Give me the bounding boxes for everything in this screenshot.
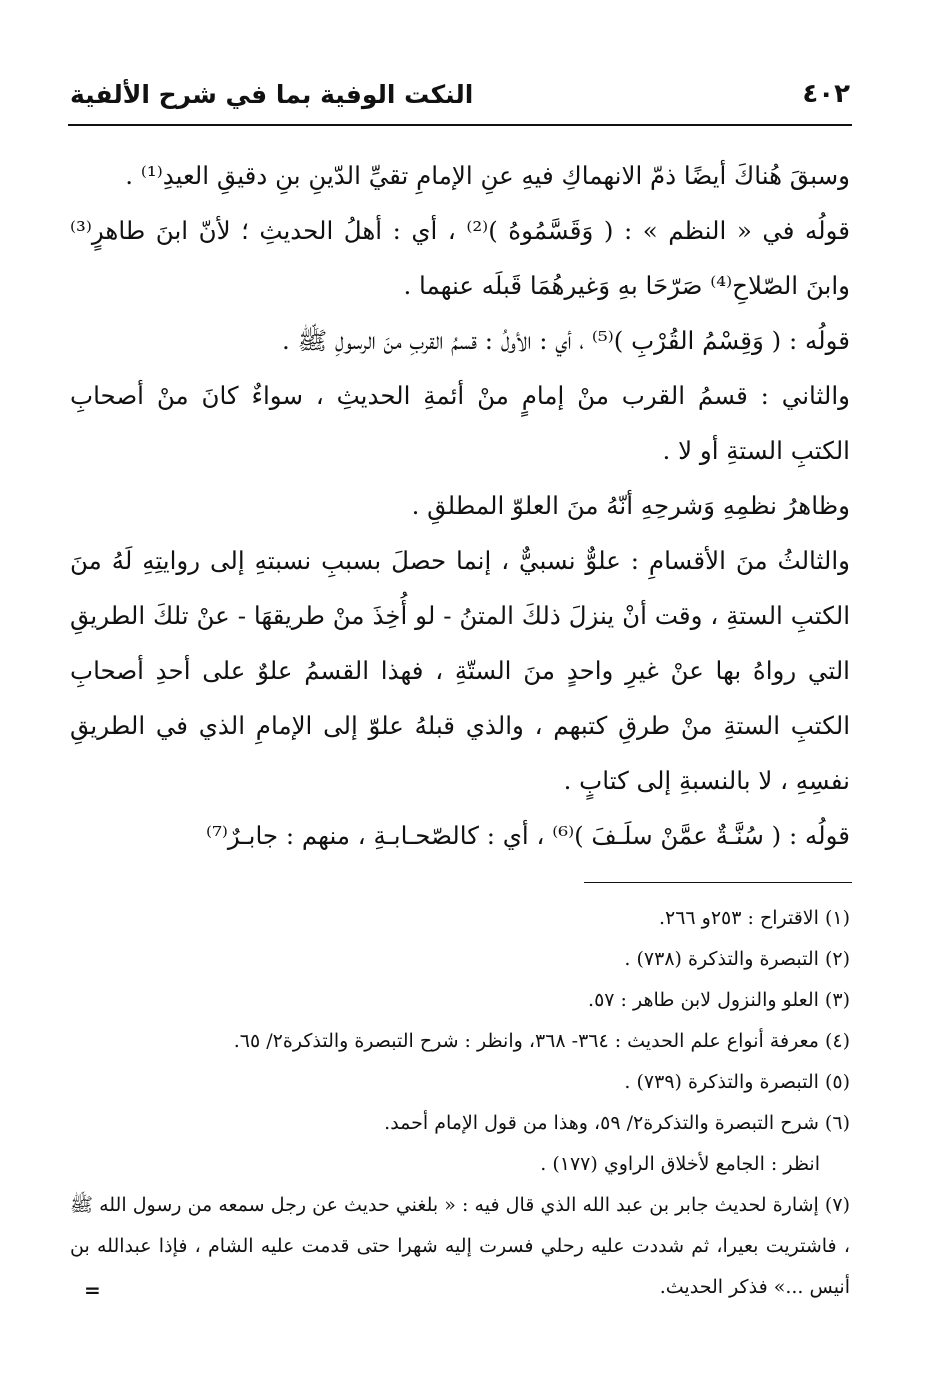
footnote: (٥) التبصرة والتذكرة (٧٣٩) .: [624, 1071, 850, 1093]
footnote-separator: [584, 882, 852, 883]
page-header: [70, 70, 850, 118]
paragraph: والثالثُ منَ الأقسامِ : علوٌّ نسبيٌّ ، إنما حصلَ بسببِ نسبتهِ إلى روايتِهِ لَهُ منَ الكتبِ الستةِ ، وقت أنْ ينزلَ ذلكَ المتنُ - لو أُخِذَ منْ طريقهَا - عنْ تلكَ الطريقِ التي رواهُ بها عنْ غيرِ واحدٍ منَ الستّةِ ، فهذا القسمُ علوٌ على أحدِ أصحابِ الكتبِ الستةِ منْ طرقِ كتبهم ، والذي قبلهُ علوّ إلى الإمامِ الذي في الطريقِ نفسِهِ ، لا بالنسبةِ إلى كتابٍ .: [70, 546, 850, 795]
paragraph: وسبقَ هُناكَ أيضًا ذمّ الانهماكِ فيهِ عنِ الإمامِ تقيِّ الدّينِ بنِ دقيقِ العيدِ⁽¹⁾ .: [125, 161, 850, 190]
footnote: (٤) معرفة أنواع علم الحديث : ٣٦٤- ٣٦٨، وانظر : شرح التبصرة والتذكرة٢/ ٦٥.: [233, 1030, 850, 1052]
footnote: (١) الاقتراح : ٢٥٣و ٢٦٦.: [658, 907, 850, 929]
footnote: (٦) شرح التبصرة والتذكرة٢/ ٥٩، وهذا من قول الإمام أحمد.: [384, 1112, 850, 1134]
running-title: النكت الوفية بما في شرح الألفية: [70, 79, 474, 109]
paragraph: قولُه في « النظم » : ( وَقَسَّمُوهُ )⁽²⁾ ، أي : أهلُ الحديثِ ؛ لأنّ ابنَ طاهرٍ⁽³⁾ وابنَ الصّلاحِ⁽⁴⁾ صَرّحَا بهِ وَغيرهُمَا قَبلَه عنهما .: [70, 216, 850, 300]
header-rule: [68, 124, 852, 126]
footnote: (٢) التبصرة والتذكرة (٧٣٨) .: [624, 948, 850, 970]
page-number: ٤٠٢: [802, 79, 850, 109]
paragraph: قولُه : ( وَقِسْمُ القُرْبِ )⁽⁵⁾ ، أي : الأولُ : قسمُ القربِ منَ الرسولِ ﷺ .: [282, 326, 850, 355]
footnote: (٧) إشارة لحديث جابر بن عبد الله الذي قال فيه : « بلغني حديث عن رجل سمعه من رسول الله ﷺ ، فاشتريت بعيرا، ثم شددت عليه رحلي فسرت إليه شهرا حتى قدمت عليه الشام ، فإذا عبدالله بن أنيس ...» فذكر الحديث.: [70, 1194, 850, 1298]
continuation-mark: =: [84, 1278, 101, 1302]
footnote: (٣) العلو والنزول لابن طاهر : ٥٧.: [588, 989, 850, 1011]
footnotes: [70, 898, 850, 1308]
paragraph: وظاهرُ نظمِهِ وَشرحِهِ أنّهُ منَ العلوّ المطلقِ .: [411, 491, 850, 520]
footnote-continuation: انظر : الجامع لأخلاق الراوي (١٧٧) .: [540, 1153, 820, 1175]
paragraph: والثاني : قسمُ القرب منْ إمامٍ منْ أئمةِ الحديثِ ، سواءٌ كانَ منْ أصحابِ الكتبِ الستةِ أو لا .: [70, 381, 850, 465]
paragraph: قولُه : ( سُنَّـةٌ عمَّنْ سلَـفَ )⁽⁶⁾ ، أي : كالصّحـابـةِ ، منهم : جابـرٌ⁽⁷⁾: [206, 821, 850, 850]
main-text: [70, 148, 850, 863]
